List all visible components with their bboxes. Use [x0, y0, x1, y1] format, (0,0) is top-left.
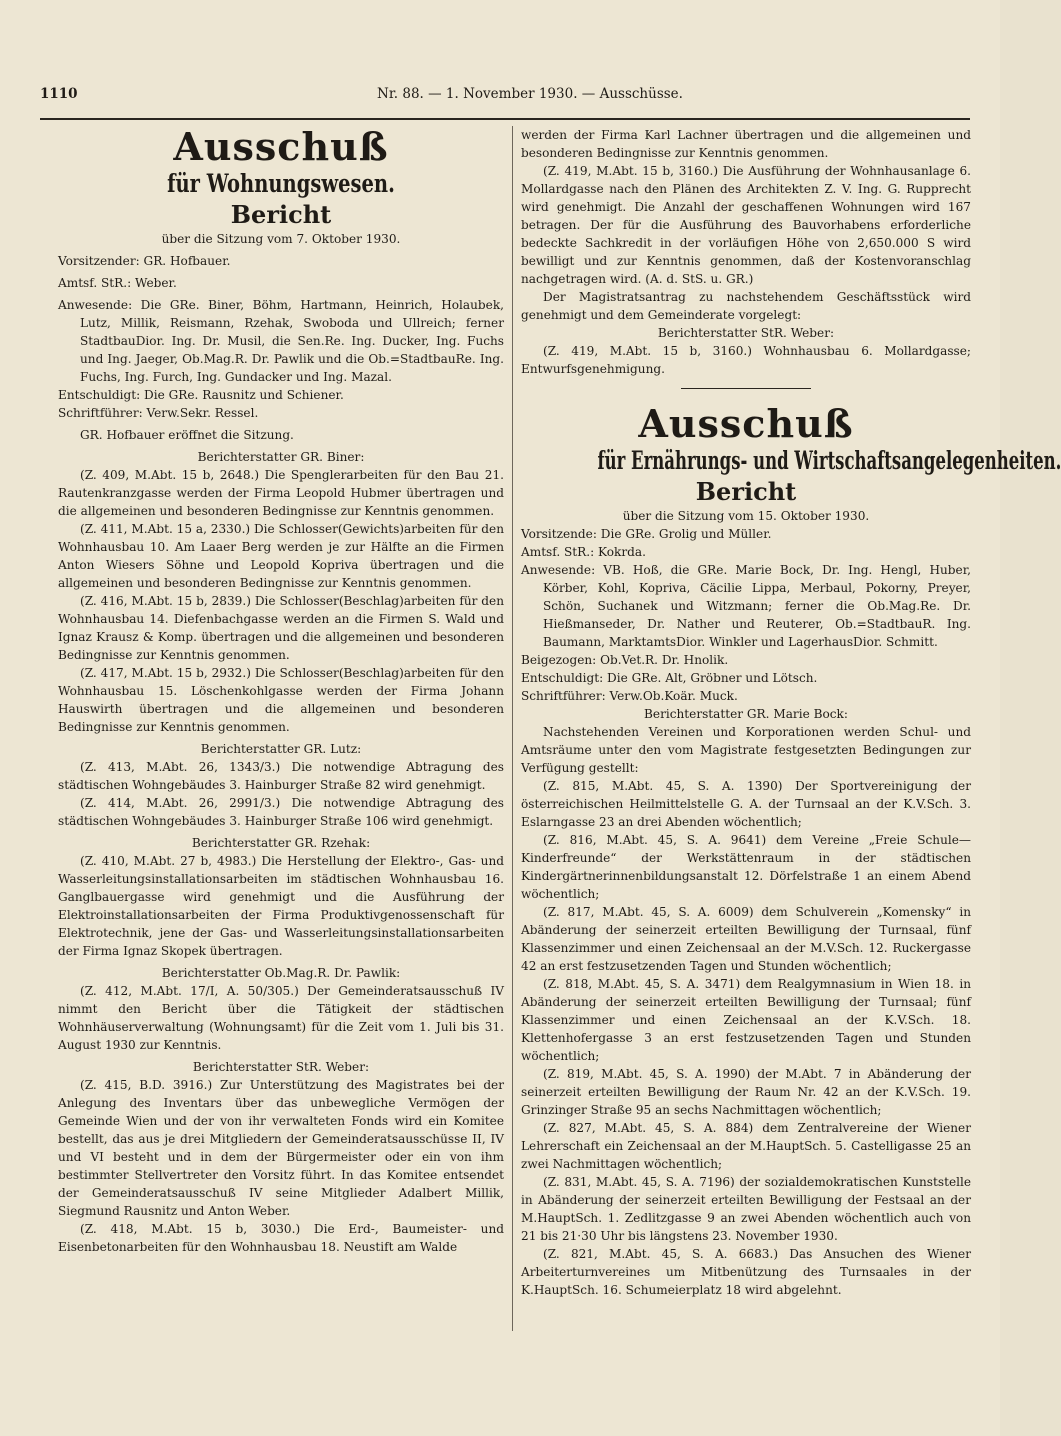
- item-paragraph: (Z. 411, M.Abt. 15 a, 2330.) Die Schlosser(Gewichts)arbeiten für den Wohnhausbau 10. Am Laaer Berg werden je zur Hälfte an die Firmen Anton Wiesers Söhne und Leopold Kopriva übertragen und die allgemeinen und besonderen Bedingnisse zur Kenntnis genommen.: [58, 522, 504, 590]
- reporter-heading: Berichterstatter GR. Rzehak:: [191, 836, 371, 850]
- section-divider: [681, 388, 811, 389]
- chair-line: Vorsitzender: GR. Hofbauer.: [58, 254, 231, 268]
- item-paragraph: (Z. 827, M.Abt. 45, S. A. 884) dem Zentralvereine der Wiener Lehrerschaft ein Zeichensaal an der M.HauptSch. 5. Castelligasse 25 an zwei Nachmittagen wöchentlich;: [521, 1121, 971, 1171]
- item-paragraph: (Z. 413, M.Abt. 26, 1343/3.) Die notwendige Abtragung des städtischen Wohngebäudes 3. Hainburger Straße 82 wird genehmigt.: [58, 760, 504, 792]
- reporter-heading: Berichterstatter StR. Weber:: [657, 326, 835, 340]
- assigned-line: Beigezogen: Ob.Vet.R. Dr. Hnolik.: [521, 653, 729, 667]
- reporter-heading: Berichterstatter Ob.Mag.R. Dr. Pawlik:: [161, 966, 401, 980]
- report-heading: Bericht: [695, 477, 797, 506]
- meeting-line: über die Sitzung vom 7. Oktober 1930.: [161, 232, 401, 246]
- reporter-heading: Berichterstatter GR. Lutz:: [200, 742, 362, 756]
- meeting-line: über die Sitzung vom 15. Oktober 1930.: [622, 509, 870, 523]
- attendees: Anwesende: Die GRe. Biner, Böhm, Hartmann, Heinrich, Holaubek, Lutz, Millik, Reismann, Rzehak, Swoboda und Ullreich; ferner StadtbauDior. Ing. Dr. Musil, die Sen.Re. Ing. Ducker, Ing. Fuchs und Ing. Jaeger, Ob.Mag.R. Dr. Pawlik und die Ob.=StadtbauRe. Ing. Fuchs, Ing. Furch, Ing. Gundacker und Ing. Mazal.: [58, 298, 504, 384]
- item-paragraph: (Z. 419, M.Abt. 15 b, 3160.) Wohnhausbau 6. Mollardgasse; Entwurfsgenehmigung.: [521, 344, 971, 376]
- item-paragraph: (Z. 831, M.Abt. 45, S. A. 7196) der sozialdemokratischen Kunststelle in Abänderung der seinerzeit erteilten Bewilligung der Festsaal an der M.HauptSch. 1. Zedlitzgasse 9 an zwei Abenden wöchentlich auch von 21 bis 21·30 Uhr bis längstens 23. November 1930.: [521, 1175, 971, 1243]
- item-paragraph: (Z. 418, M.Abt. 15 b, 3030.) Die Erd-, Baumeister- und Eisenbetonarbeiten für den Wohnhausbau 18. Neustift am Walde: [58, 1222, 504, 1254]
- reporter-heading: Berichterstatter GR. Marie Bock:: [644, 707, 848, 721]
- item-paragraph: (Z. 419, M.Abt. 15 b, 3160.) Die Ausführung der Wohnhausanlage 6. Mollardgasse nach den Plänen des Architekten Z. V. Ing. G. Rupprecht wird genehmigt. Die Anzahl der geschaffenen Wohnungen wird 167 betragen. Der für die Ausführung des Bauvorhabens erforderliche bedeckte Sachkredit in der vorläufigen Höhe von 2,650.000 S wird bewilligt und zur Kenntnis genommen, daß der Kostenvoranschlag nachgetragen wird. (A. d. StS. u. GR.): [521, 164, 971, 286]
- official-line: Amtsf. StR.: Weber.: [58, 276, 177, 290]
- item-paragraph: (Z. 816, M.Abt. 45, S. A. 9641) dem Vereine „Freie Schule—Kinderfreunde“ der Werkstättenraum in der städtischen Kindergärtnerinnenbildungsanstalt 12. Dörfelstraße 1 an einem Abend wöchentlich;: [521, 833, 971, 901]
- item-paragraph: (Z. 817, M.Abt. 45, S. A. 6009) dem Schulverein „Komensky“ in Abänderung der seinerzeit erteilten Bewilligung der Turnsaal, fünf Klassenzimmer und einen Zeichensaal an der M.V.Sch. 12. Ruckergasse 42 an erst festzusetzenden Tagen und Stunden wöchentlich;: [521, 905, 971, 973]
- item-paragraph: (Z. 815, M.Abt. 45, S. A. 1390) Der Sportvereinigung der österreichischen Heilmittelstelle G. A. der Turnsaal an der K.V.Sch. 3. Eslarngasse 23 an drei Abenden wöchentlich;: [521, 779, 971, 829]
- running-title: Nr. 88. — 1. November 1930. — Ausschüsse.: [377, 86, 683, 102]
- running-header: [40, 86, 960, 110]
- section-title: Ausschuß: [638, 401, 854, 446]
- column-divider: [512, 126, 513, 1331]
- report-heading: Bericht: [230, 200, 332, 229]
- page-number: 1110: [40, 86, 78, 102]
- item-paragraph: werden der Firma Karl Lachner übertragen und die allgemeinen und besonderen Bedingnisse zur Kenntnis genommen.: [521, 128, 971, 160]
- item-paragraph: (Z. 415, B.D. 3916.) Zur Unterstützung des Magistrates bei der Anlegung des Inventars über das unbewegliche Vermögen der Gemeinde Wien und der von ihr verwalteten Fonds wird ein Komitee bestellt, das aus je drei Mitgliedern der Gemeinderatsausschüsse II, IV und VI besteht und in dem der Bürgermeister oder ein von ihm bestimmter Stellvertreter den Vorsitz führt. In das Komitee entsendet der Gemeinderatsausschuß IV seine Mitglieder Adalbert Millik, Siegmund Rausnitz und Anton Weber.: [58, 1078, 504, 1218]
- reporter-heading: Berichterstatter GR. Biner:: [197, 450, 365, 464]
- item-paragraph: (Z. 410, M.Abt. 27 b, 4983.) Die Herstellung der Elektro-, Gas- und Wasserleitungsinstallationsarbeiten im städtischen Wohnhausbau 16. Ganglbauergasse wird genehmigt und die Ausführung der Elektroinstallationsarbeiten der Firma Produktivgenossenschaft für Elektrotechnik, jene der Gas- und Wasserleitungsinstallationsarbeiten der Firma Ignaz Skopek übertragen.: [58, 854, 504, 958]
- secretary-line: Schriftführer: Verw.Sekr. Ressel.: [58, 406, 259, 420]
- header-rule: [40, 118, 970, 120]
- item-paragraph: (Z. 819, M.Abt. 45, S. A. 1990) der M.Abt. 7 in Abänderung der seinerzeit erteilten Bewilligung der Raum Nr. 42 an der K.V.Sch. 19. Grinzinger Straße 95 an sechs Nachmittagen wöchentlich;: [521, 1067, 971, 1117]
- section-subtitle: für Ernährungs- und Wirtschaftsangelegenheiten.: [597, 446, 1061, 475]
- item-paragraph: (Z. 417, M.Abt. 15 b, 2932.) Die Schlosser(Beschlag)arbeiten für den Wohnhausbau 15. Löschenkohlgasse werden der Firma Johann Hauswirth übertragen und die allgemeinen und besonderen Bedingnisse zur Kenntnis genommen.: [58, 666, 504, 734]
- right-column: [521, 126, 1061, 1299]
- secretary-line: Schriftführer: Verw.Ob.Koär. Muck.: [521, 689, 738, 703]
- item-paragraph: (Z. 412, M.Abt. 17/I, A. 50/305.) Der Gemeinderatsausschuß IV nimmt den Bericht über die Tätigkeit der städtischen Wohnhäuserverwaltung (Wohnungsamt) für die Zeit vom 1. Juli bis 31. August 1930 zur Kenntnis.: [58, 984, 504, 1052]
- attendees: Anwesende: VB. Hoß, die GRe. Marie Bock, Dr. Ing. Hengl, Huber, Körber, Kohl, Kopriva, Cäcilie Lippa, Merbaul, Pokorny, Preyer, Schön, Suchanek und Witzmann; ferner die Ob.Mag.Re. Dr. Hießmanseder, Dr. Nather und Reuterer, Ob.=StadtbauR. Ing. Baumann, MarktamtsDior. Winkler und LagerhausDior. Schmitt.: [521, 563, 971, 649]
- reporter-heading: Berichterstatter StR. Weber:: [192, 1060, 370, 1074]
- item-paragraph: (Z. 414, M.Abt. 26, 2991/3.) Die notwendige Abtragung des städtischen Wohngebäudes 3. Hainburger Straße 106 wird genehmigt.: [58, 796, 504, 828]
- item-paragraph: (Z. 409, M.Abt. 15 b, 2648.) Die Spenglerarbeiten für den Bau 21. Rautenkranzgasse werden der Firma Leopold Hubmer übertragen und die allgemeinen und besonderen Bedingnisse zur Kenntnis genommen.: [58, 468, 504, 518]
- excused-line: Entschuldigt: Die GRe. Rausnitz und Schiener.: [58, 388, 344, 402]
- item-paragraph: (Z. 818, M.Abt. 45, S. A. 3471) dem Realgymnasium in Wien 18. in Abänderung der seinerzeit erteilten Bewilligung der Turnsaal; fünf Klassenzimmer und einen Zeichensaal an der K.V.Sch. 18. Klettenhofergasse 3 an erst festzusetzenden Tagen und Stunden wöchentlich;: [521, 977, 971, 1063]
- left-column: [58, 126, 504, 1256]
- section-title: Ausschuß: [173, 124, 389, 169]
- item-paragraph: (Z. 821, M.Abt. 45, S. A. 6683.) Das Ansuchen des Wiener Arbeiterturnvereines um Mitbenützung des Turnsaales in der K.HauptSch. 16. Schumeierplatz 18 wird abgelehnt.: [521, 1247, 971, 1297]
- item-paragraph: Der Magistratsantrag zu nachstehendem Geschäftsstück wird genehmigt und dem Gemeinderate vorgelegt:: [521, 290, 971, 322]
- item-paragraph: Nachstehenden Vereinen und Korporationen werden Schul- und Amtsräume unter den vom Magistrate festgesetzten Bedingungen zur Verfügung gestellt:: [521, 725, 971, 775]
- excused-line: Entschuldigt: Die GRe. Alt, Gröbner und Lötsch.: [521, 671, 818, 685]
- chair-line: Vorsitzende: Die GRe. Grolig und Müller.: [521, 527, 772, 541]
- section-subtitle: für Wohnungswesen.: [167, 169, 395, 198]
- official-line: Amtsf. StR.: Kokrda.: [521, 545, 646, 559]
- opening-line: GR. Hofbauer eröffnet die Sitzung.: [80, 428, 294, 442]
- item-paragraph: (Z. 416, M.Abt. 15 b, 2839.) Die Schlosser(Beschlag)arbeiten für den Wohnhausbau 14. Diefenbachgasse werden an die Firmen S. Wald und Ignaz Krausz & Komp. übertragen und die allgemeinen und besonderen Bedingnisse zur Kenntnis genommen.: [58, 594, 504, 662]
